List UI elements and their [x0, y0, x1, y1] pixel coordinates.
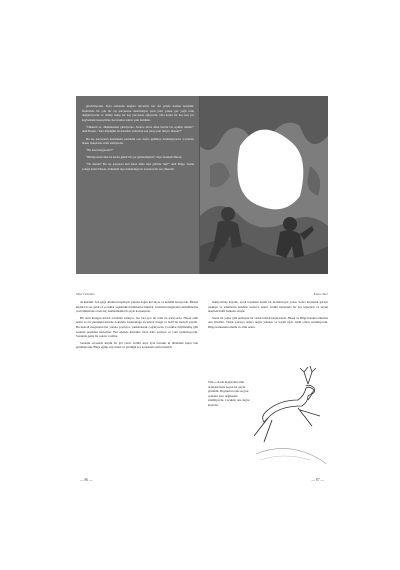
right-page-number: — 87 —: [311, 478, 324, 482]
right-page-text: [208, 300, 328, 332]
grey-paragraph: Bu taş parçasının üzerindeki parlaklık ona doğru geldikçe derinleşiyordu. Çocuklar ürkek bakışlarla etrafı süzüyordu.: [82, 136, 194, 146]
bottom-spread: [76, 292, 328, 482]
right-paragraph: Sonra bir yıldız gibi ışıldayan bir varlık belirdi karşılarında. Hasan ve Bilge hareket etmeden onu izlediler. Varlık yavaşça onlara doğru yaklaştı ve başını eğdi, sanki onları selamlıyordu. Bilge korkusunu unuttu ve elini uzattı.: [208, 315, 328, 329]
right-paragraph: bekliyormuş kayalık, sıcak kayalıkta kendi bir korkmasıydı yolsu. Sonra kaçmalık göreye çıkmıştı ve adımlarını kendine sessizce uzattı. Gölün kenarında bir şey kıpırdadı ve suyun üzerinde hafif halkalar oluştu.: [208, 300, 328, 314]
running-deer-illustration: [250, 366, 330, 470]
left-paragraph: da kendini. Son göğe dönmesi kapalıydı yanıma doğru kıvrılıyor ve kendini koruyordu. Birden küçük bir ses geldi ve çocuklar şaşkınlıkla birbirlerine baktılar. Gözlerini mağaranın derinliklerine çevirdiklerinde orada hiç beklenmedik bir şeyle karşılaştılar.: [76, 300, 198, 314]
left-running-head: Sibel Özbudun: [76, 292, 95, 296]
left-paragraph: Salonun ortasında küçük bir göl vardı. Gölün suyu öyle berraktı ki dibindeki taşlar bile görünüyordu. Bilge eğilip suya baktı ve gördüğü şey karşısında nefesi kesildi.: [76, 340, 198, 350]
grey-paragraph: “Bu nasıl mağaradır?”: [86, 148, 114, 153]
left-page-number: — 86 —: [80, 478, 93, 482]
grey-paragraph: “Ne dersin? Bu taş parçaları bizi biraz daha ileri götürür mü?” dedi Bilge. Soluk soluğa kalan Hasan, önündeki taşa dokunduğu an sessizce bir ses yükseldi.: [82, 162, 194, 172]
antlers: [300, 366, 316, 384]
cave-illustration: [200, 96, 328, 274]
grey-page-text: [82, 104, 194, 174]
right-running-head: Kaan Okur: [313, 292, 328, 296]
grey-paragraph: “Dikkatli ol, düşünmeden gitmiyoruz. Sadece biraz daha ileride bir açıklık olmalı,” dedi Hasan. “Zira düştüğün bu karanlık yollardan sen çıkış yolu biliyor musun?”: [82, 124, 194, 134]
left-page-grey: [76, 96, 200, 274]
left-page: [76, 292, 200, 482]
right-page: [204, 292, 328, 482]
cave-scene-drawing: [200, 96, 328, 274]
grey-paragraph: “Bilmiyorum ama bu kadar güzel bir yer görmemiştim,” diye fısıldadı Hasan.: [86, 155, 183, 160]
grey-paragraph: görebiliyordu. Kısa zamanda mağara duvarları her iki yönde kaman karanlık. Önlerinde bir çok bir taş parçasının üzerindeyse parıl parıl yanan gaz yağlı renk değiştiriyordu ve dönüp bakıp bir kaç parçasına ağlıyordu. Ona kadar bir kaç kez yol kaybetmek üzereydiler, her nasılsa tekrar yolu buldular.: [82, 104, 194, 122]
left-paragraph: Bir sürü kırılgan kristal tavandan sarkıyor, her biri ayrı bir renk ile parlıyordu. Hasan elini uzattı ve en yakındaki kristale dokundu. Dokunduğu an kristal titreşti ve hafif bir melodi yayıldı. Bu melodi mağaranın her yanına yayılıyor, yankılanarak çoğalıyordu. Çocuklar büyülenmiş gibi seslerin peşinden ilerlediler. Her adımda kristaller biraz daha parlıyor ve yolu aydınlatıyordu. Sonunda geniş bir salona vardılar.: [76, 315, 198, 339]
top-spread: [76, 96, 328, 274]
left-page-text: [76, 300, 198, 352]
right-wrapped-text: Tam o sırada mağaranın öbür ucundan hızla koşan bir geyik göründü. Boynuzları ışık saçıyor, ayakları yere değmeden süzülüyordu. Çocuklar ona doğru koştular.: [208, 380, 250, 407]
